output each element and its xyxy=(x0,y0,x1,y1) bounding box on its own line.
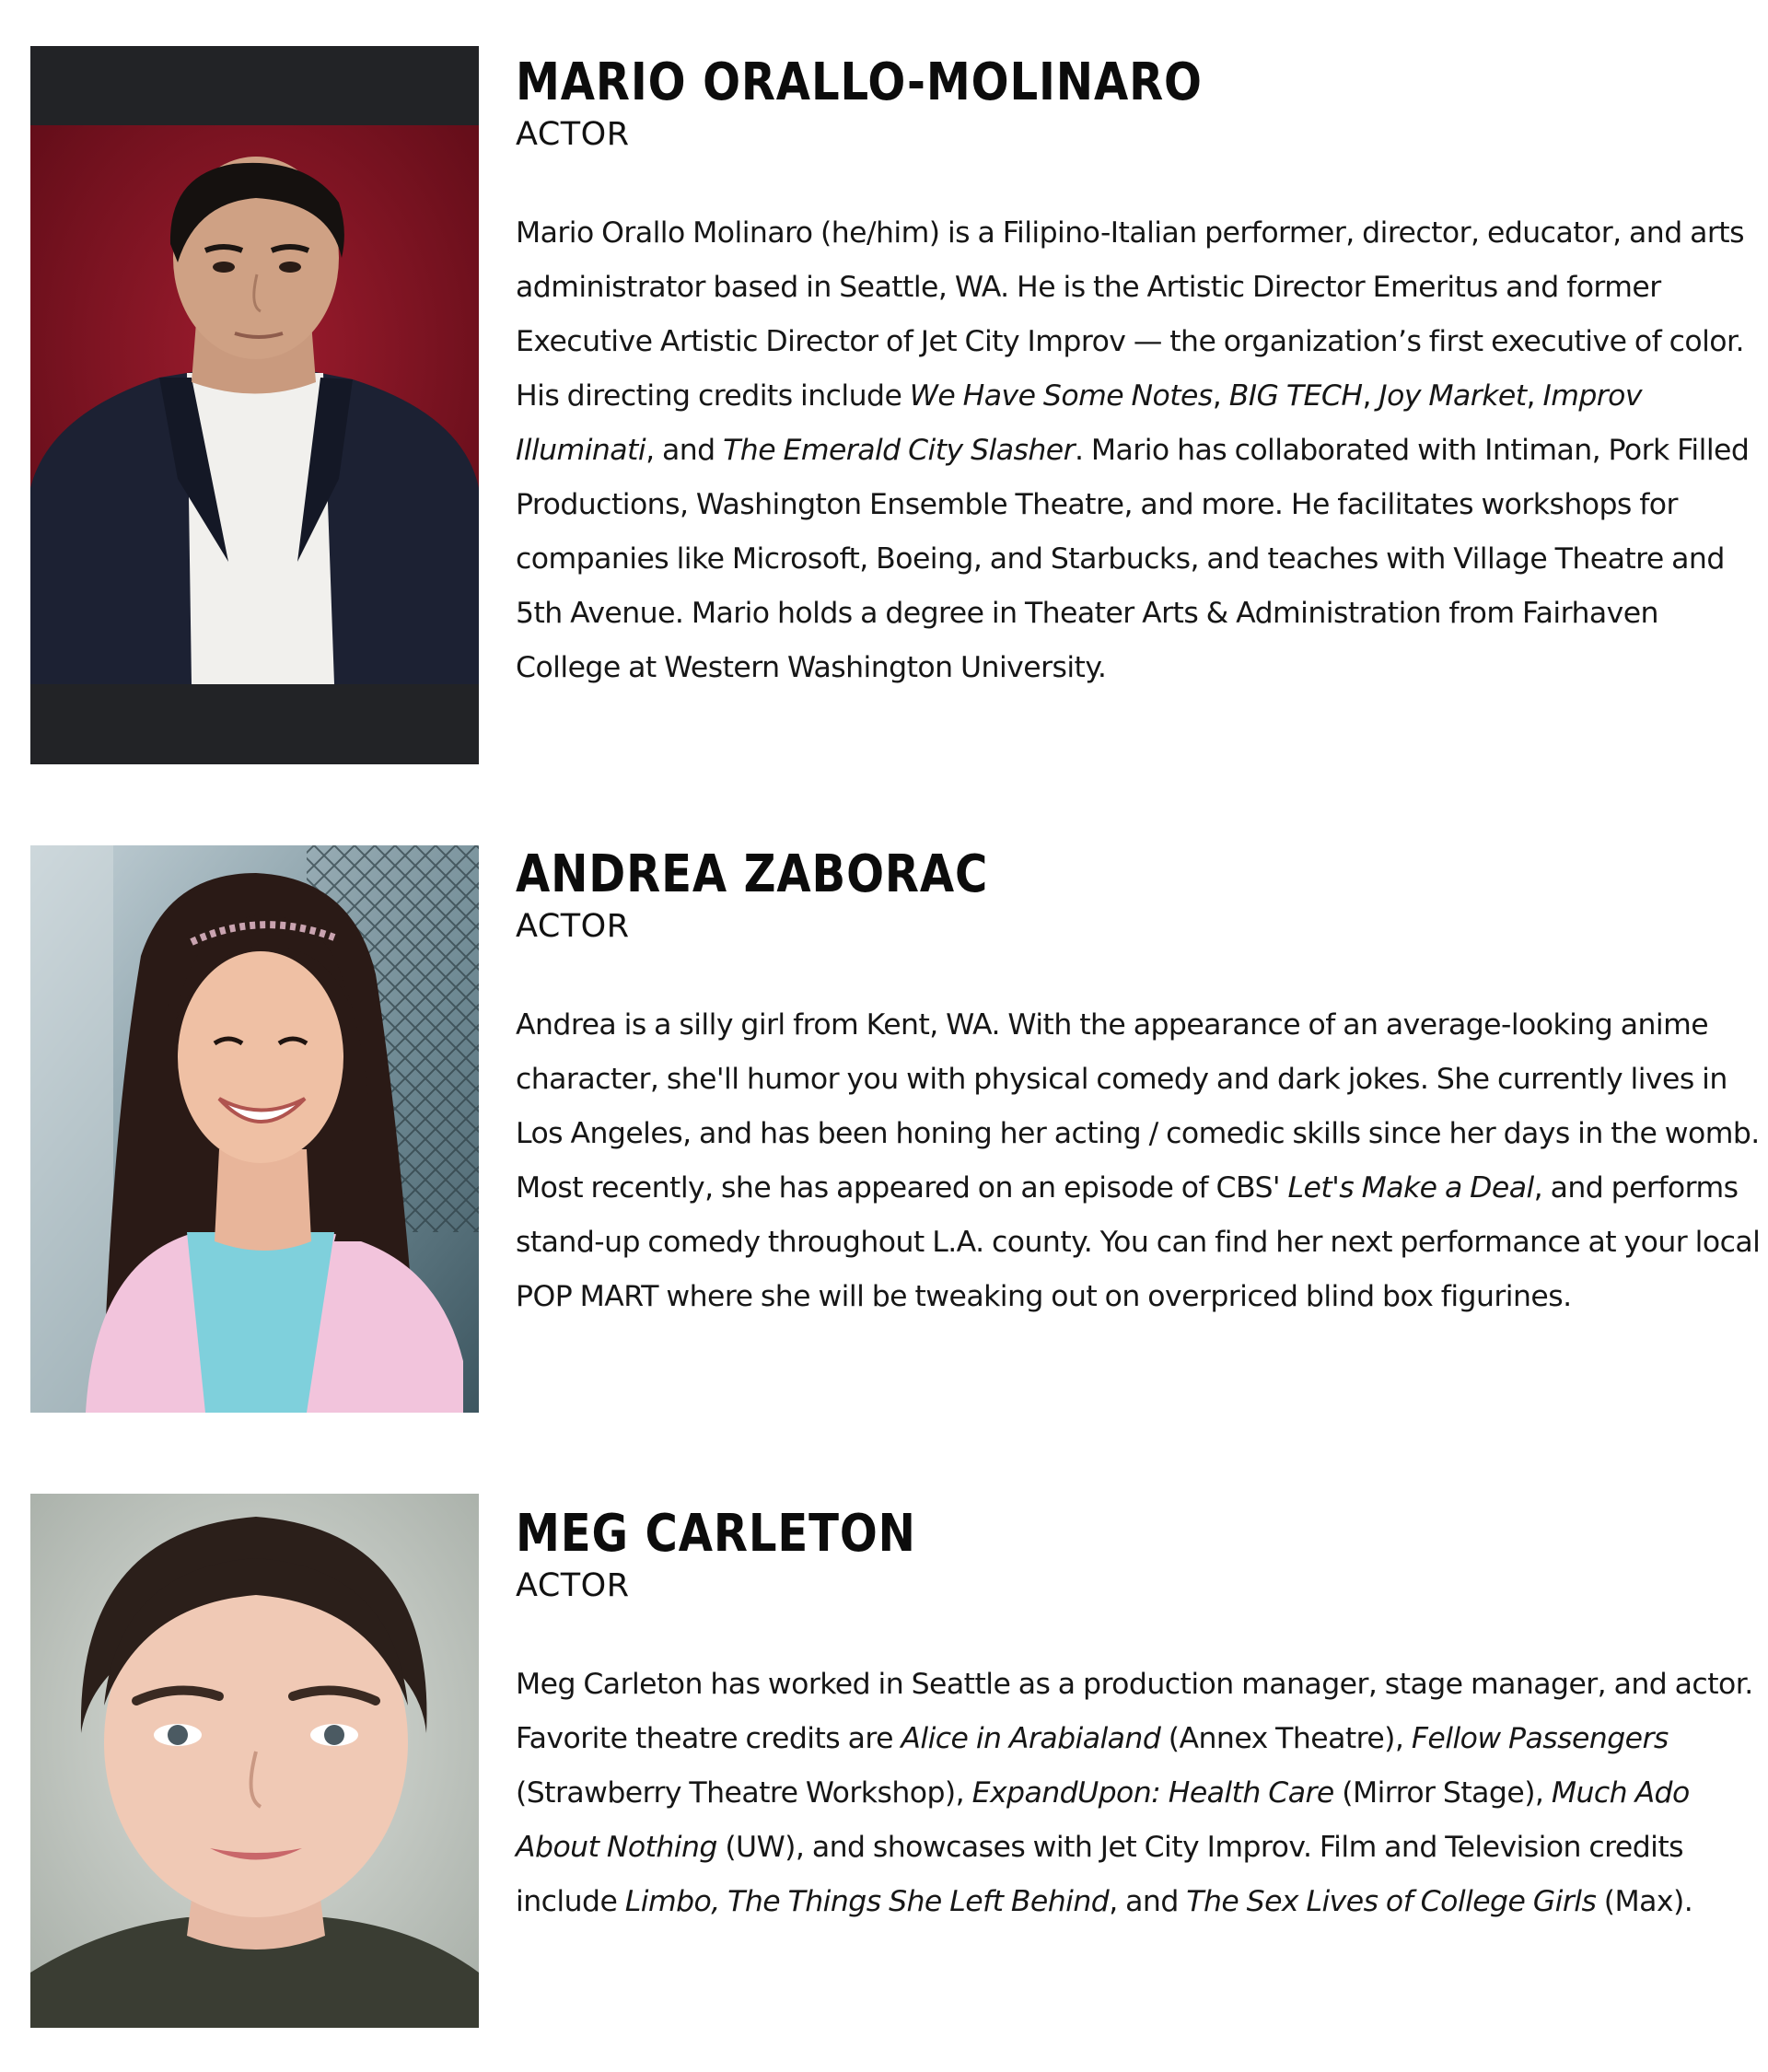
bio-text: Meg Carleton has worked in Seattle as a production manager, stage manager, and actor. Favorite theatre credits are xyxy=(516,1668,1753,1755)
bio-text: Mario Orallo Molinaro (he/him) is a Filipino-Italian performer, director, educator, and arts administrator based in Seattle, WA. He is the Artistic Director Emeritus and former Executive Artistic Director of Jet City Improv — the organization’s first executive of color. His directing credits include xyxy=(516,216,1744,413)
bio-text: , and xyxy=(646,434,724,467)
bio-italic-title: Let's Make a Deal xyxy=(1287,1171,1534,1205)
bio-italic-title: We Have Some Notes xyxy=(909,379,1213,413)
actor-name: MEG CARLETON xyxy=(516,1504,916,1564)
bio-text: , xyxy=(1362,379,1379,413)
bio-italic-title: Alice in Arabialand xyxy=(901,1722,1161,1755)
actor-bio xyxy=(516,998,1763,1324)
headshot-photo xyxy=(30,845,479,1413)
bio-text: (Strawberry Theatre Workshop), xyxy=(516,1776,972,1810)
bio-text: Andrea is a silly girl from Kent, WA. With the appearance of an average-looking anime character, she'll humor you with physical comedy and dark jokes. She currently lives in Los Angeles, and has been honing her acting / comedic skills since her days in the womb. Most recently, she has appeared on an episode of CBS' xyxy=(516,1008,1760,1205)
profile-text xyxy=(516,1505,1763,1929)
bio-italic-title: Fellow Passengers xyxy=(1411,1722,1669,1755)
profile-text xyxy=(516,845,1763,1324)
bio-italic-title: The Emerald City Slasher xyxy=(723,434,1075,467)
headshot-photo xyxy=(30,1494,479,2028)
headshot-man-icon xyxy=(30,46,479,764)
bio-italic-title: Improv Illuminati xyxy=(516,379,1642,467)
actor-role: ACTOR xyxy=(516,1567,630,1604)
actor-bio xyxy=(516,1658,1763,1929)
bio-italic-title: Joy Market xyxy=(1378,379,1527,413)
actor-role: ACTOR xyxy=(516,116,630,153)
bio-italic-title: BIG TECH xyxy=(1228,379,1363,413)
bio-text: (Mirror Stage), xyxy=(1333,1776,1552,1810)
bio-text: (Annex Theatre), xyxy=(1160,1722,1412,1755)
actor-role: ACTOR xyxy=(516,908,630,945)
headshot-woman-smiling-icon xyxy=(30,845,479,1413)
bio-italic-title: Limbo, The Things She Left Behind xyxy=(624,1885,1110,1918)
bio-text: (Max). xyxy=(1596,1885,1693,1918)
bio-text: , xyxy=(1526,379,1543,413)
headshot-photo xyxy=(30,46,479,764)
bio-text: (UW), and showcases with Jet City Improv. Film and Television credits include xyxy=(516,1831,1684,1918)
actor-bio xyxy=(516,206,1763,695)
bio-italic-title: The Sex Lives of College Girls xyxy=(1186,1885,1597,1918)
bio-italic-title: Much Ado About Nothing xyxy=(516,1776,1690,1864)
bio-text: . Mario has collaborated with Intiman, Pork Filled Productions, Washington Ensemble Theatre, and more. He facilitates workshops for companies like Microsoft, Boeing, and Starbucks, and teaches with Village Theatre and 5th Avenue. Mario holds a degree in Theater Arts & Administration from Fairhaven College at Western Washington University. xyxy=(516,434,1750,684)
actor-name: ANDREA ZABORAC xyxy=(516,844,989,904)
profile-text xyxy=(516,53,1763,695)
bio-text: , xyxy=(1212,379,1229,413)
bio-text: , and performs stand-up comedy throughout L.A. county. You can find her next performance at your local POP MART where she will be tweaking out on overpriced blind box figurines. xyxy=(516,1171,1761,1313)
bio-italic-title: ExpandUpon: Health Care xyxy=(971,1776,1334,1810)
bio-text: , and xyxy=(1109,1885,1187,1918)
headshot-woman-icon xyxy=(30,1494,479,2028)
actor-name: MARIO ORALLO-MOLINARO xyxy=(516,52,1203,112)
